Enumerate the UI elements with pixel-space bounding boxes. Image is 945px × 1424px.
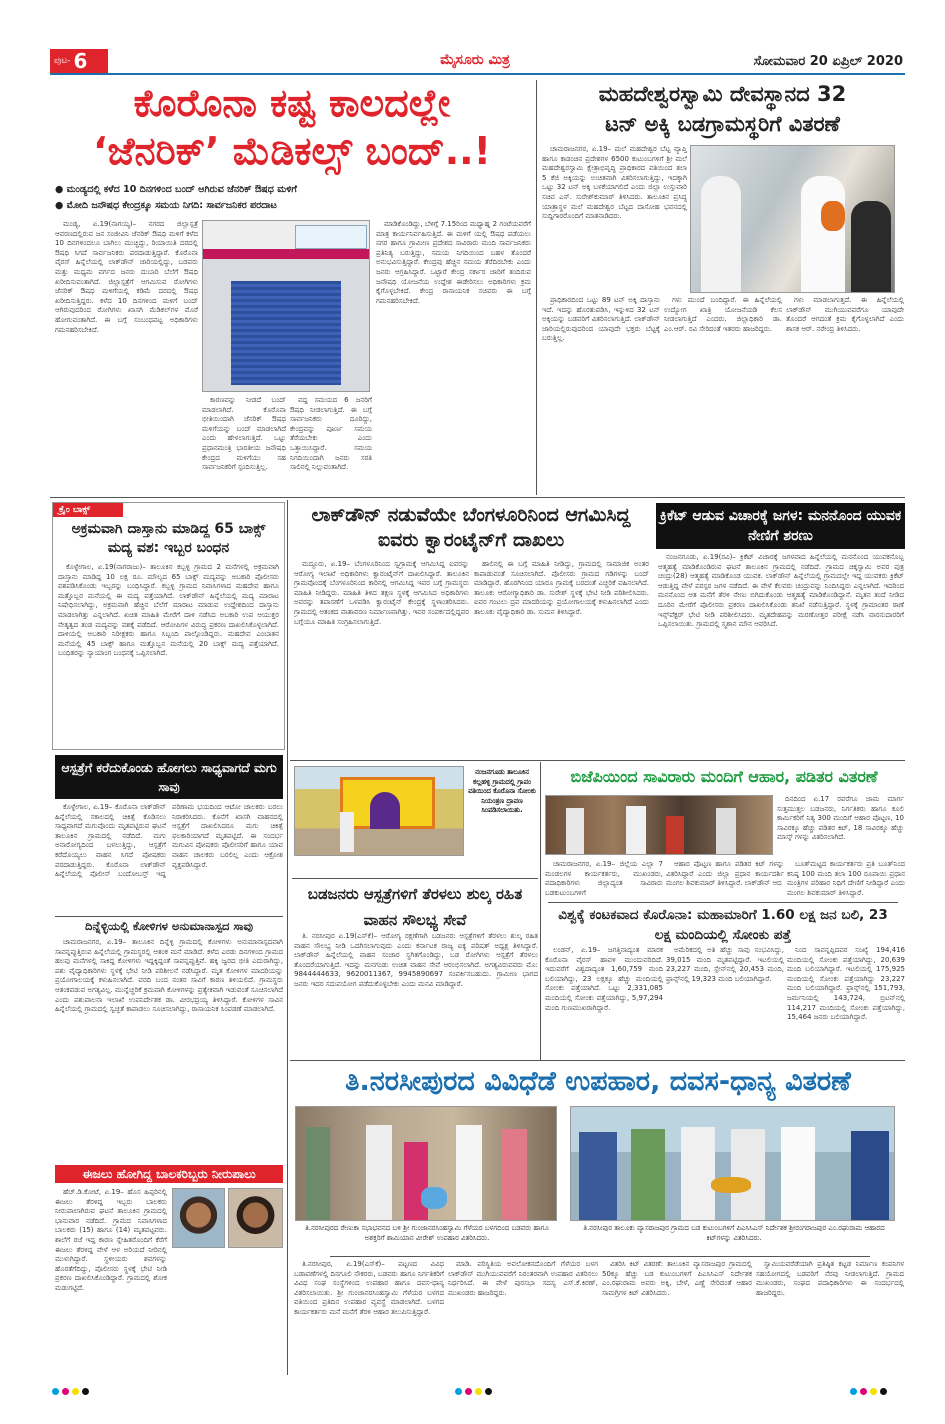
tnarasipura-col-2: [448, 1260, 598, 1374]
registration-marks-center: [455, 1380, 495, 1399]
temple-col-1: [542, 145, 687, 290]
paragraph: ಮದ್ದೂರು, ಏ.19– ಬೆಂಗಳೂರಿನಿಂದ ಸ್ವಗ್ರಾಮಕ್ಕೆ ಆಗಮಿಸಿದ್ದ ಐವರನ್ನು ಆರೋಗ್ಯ ಇಲಾಖೆ ಅಧಿಕಾರಿಗಳು ಕ್ವಾರಂಟೈನ್‌ಗೆ ದಾಖಲಿಸಿದ್ದಾರೆ. ತಾಲೂಕಿನ ಗ್ರಾಮವೊಂದಕ್ಕೆ ಬೆಂಗಳೂರಿನಿಂದ ಕಾರಿನಲ್ಲಿ ಆಗಮಿಸಿದ್ದ ಇವರ ಬಗ್ಗೆ ಗ್ರಾಮಸ್ಥರು ಮಾಹಿತಿ ನೀಡಿದ್ದರು. ಮಾಹಿತಿ ತಿಳಿದ ತಕ್ಷಣ ಸ್ಥಳಕ್ಕೆ ಆಗಮಿಸಿದ ಅಧಿಕಾರಿಗಳು ಅವರನ್ನು ತಪಾಸಣೆಗೆ ಒಳಪಡಿಸಿ ಕ್ವಾರಂಟೈನ್ ಕೇಂದ್ರಕ್ಕೆ ಸ್ಥಳಾಂತರಿಸಿದರು. ಗ್ರಾಮದಲ್ಲಿ ಆತಂಕದ ವಾತಾವರಣ ನಿರ್ಮಾಣವಾಗಿತ್ತು. ಇವರ ಸಂಪರ್ಕದಲ್ಲಿದ್ದವರ ಬಗ್ಗೆಯೂ ಮಾಹಿತಿ ಸಂಗ್ರಹಿಸಲಾಗುತ್ತಿದೆ.: [294, 560, 469, 626]
page-number-badge: [50, 49, 108, 73]
crime-body: [53, 561, 284, 739]
lead-col-2: [202, 396, 286, 492]
shutter: [231, 281, 341, 385]
masthead-name: ಮೈಸೂರು ಮಿತ್ರ: [440, 52, 510, 68]
divider: [540, 762, 541, 1060]
paragraph: ಚಾಮರಾಜನಗರ, ಏ.19– ಜಿಲ್ಲೆಯ ಎಲ್ಲಾ 7 ಮಂಡಲಗಳ ಕಾರ್ಯಕರ್ತರು, ಮುಖಂಡರು, ಪದಾಧಿಕಾರಿಗಳು ಜಿಲ್ಲಾದ್ಯಂತ ಸಾವಿರಾರು ಬಡಕುಟುಂಬಗಳಿಗೆ: [545, 860, 663, 897]
temple-col-4: [786, 296, 904, 492]
bullet-text: ಮಂಡ್ಯದಲ್ಲಿ ಕಳೆದ 10 ದಿನಗಳಿಂದ ಬಂದ್ ಆಗಿರುವ ಜೆನರಿಕ್ ಔಷಧ ಮಳಿಗೆ: [66, 184, 297, 195]
lead-bullet-2: ● ಮೋದಿ ಜನೌಷಧ ಕೇಂದ್ರಕ್ಕೂ ಸಮಯ ನಿಗದಿ: ಸಾರ್ವಜನಿಕರ ಪರದಾಟ: [55, 200, 277, 211]
tnarasipura-headline: ತಿ.ನರಸೀಪುರದ ವಿವಿಧೆಡೆ ಉಪಹಾರ, ದವಸ-ಧಾನ್ಯ ವಿತರಣೆ: [345, 1066, 851, 1097]
tnarasipura-col-3: [602, 1260, 752, 1374]
food-kit-distribution-photo: [570, 1106, 895, 1221]
paragraph: ಕೊಳ್ಳೇಗಾಲ, ಏ.19(ನಾಗರಾಜು)– ತಾಲೂಕಿನ ಕಬ್ಬಳ್ಳಿ ಗ್ರಾಮದ 2 ಮನೆಗಳಲ್ಲಿ ಅಕ್ರಮವಾಗಿ ದಾಸ್ತಾನು ಮಾಡಿದ್ದ 10 ಲಕ್ಷ ರೂ. ಮೌಲ್ಯದ 65 ಬಾಕ್ಸ್ ಮದ್ಯವನ್ನು ಅಬಕಾರಿ ಪೊಲೀಸರು ವಶಪಡಿಸಿಕೊಂಡು ಇಬ್ಬರನ್ನು ಬಂಧಿಸಿದ್ದಾರೆ. ಕಬ್ಬಳ್ಳಿ ಗ್ರಾಮದ ನಿವಾಸಿಗಳಾದ ಮಹದೇವ ಹಾಗೂ ಮತ್ತೊಬ್ಬರ ಮನೆಯಲ್ಲಿ ಈ ಮದ್ಯ ಪತ್ತೆಯಾಗಿದೆ. ಲಾಕ್‌ಡೌನ್ ಹಿನ್ನೆಲೆಯಲ್ಲಿ ಮದ್ಯ ಮಾರಾಟ ನಿಷೇಧಿಸಲಾಗಿದ್ದು, ಅಕ್ರಮವಾಗಿ ಹೆಚ್ಚಿನ ಬೆಲೆಗೆ ಮಾರಾಟ ಮಾಡುವ ಉದ್ದೇಶದಿಂದ ದಾಸ್ತಾನು ಮಾಡಲಾಗಿತ್ತು ಎನ್ನಲಾಗಿದೆ. ಖಚಿತ ಮಾಹಿತಿ ಮೇರೆಗೆ ದಾಳಿ ನಡೆಸಿದ ಅಬಕಾರಿ ಉಪ ಆಯುಕ್ತರ ನೇತೃತ್ವದ ತಂಡ ಮದ್ಯವನ್ನು ವಶಕ್ಕೆ ಪಡೆದಿದೆ. ಆರೋಪಿಗಳ ವಿರುದ್ಧ ಪ್ರಕರಣ ದಾಖಲಿಸಿಕೊಳ್ಳಲಾಗಿದೆ. ದಾಳಿಯಲ್ಲಿ ಅಬಕಾರಿ ನಿರೀಕ್ಷಕರು ಹಾಗೂ ಸಿಬ್ಬಂದಿ ಪಾಲ್ಗೊಂಡಿದ್ದರು. ಮಹದೇವ ಎಂಬಾತನ ಮನೆಯಲ್ಲಿ 45 ಬಾಕ್ಸ್ ಹಾಗೂ ಮತ್ತೊಬ್ಬನ ಮನೆಯಲ್ಲಿ 20 ಬಾಕ್ಸ್ ಮದ್ಯ ಪತ್ತೆಯಾಗಿದೆ. ಬಂಧಿತರನ್ನು ನ್ಯಾಯಾಂಗ ಬಂಧನಕ್ಕೆ ಒಪ್ಪಿಸಲಾಗಿದೆ.: [58, 563, 279, 658]
paragraph: ಆಹಾರ ಪೊಟ್ಟಣ ಹಾಗೂ ಪಡಿತರ ಕಿಟ್ ಗಳನ್ನು ವಿತರಿಸಿದ್ದಾರೆ ಎಂದು ಜಿಲ್ಲಾ ಪ್ರಧಾನ ಕಾರ್ಯದರ್ಶಿ ಮಂಗಲ ಶಿವಕುಮಾರ್ ತಿಳಿಸಿದ್ದಾರೆ. ಲಾಕ್‌ಡೌನ್ ಆದ: [666, 860, 784, 888]
crime-box: [52, 502, 285, 750]
tnarasipura-col-4: [756, 1260, 904, 1374]
bjp-col-3: [787, 860, 905, 898]
paragraph: ಗಳು ಮುಂದೆ ಬಂದಿದ್ದಾರೆ. ಈ ಹಿನ್ನೆಲೆಯಲ್ಲಿ ಉದ್ಯೋಗ ಖಾತ್ರಿ ಯೋಜನೆಯಡಿ ಕೆಲಸ ನೀಡಲಾಗುತ್ತಿದೆ ಎಂದರು. ಜಿಲ್ಲಾಧಿಕಾರಿ ಡಾ. ಎಂ.ಆರ್. ರವಿ ಸೇರಿದಂತೆ ಇತರರು ಹಾಜರಿದ್ದರು.: [664, 296, 782, 333]
drowning-body-cont: [172, 1252, 283, 1372]
divider: [290, 1060, 905, 1061]
disinfection-caption: ನಂಜನಗೂಡು ತಾಲೂಕಿನ ಕಲ್ಲಹಳ್ಳಿ ಗ್ರಾಮದಲ್ಲಿ ಗ್ರಾಪಂ ವತಿಯಿಂದ ಕೊರೊನಾ ಸೋಂಕು ನಿಯಂತ್ರಣ ದ್ರಾವಣ ಸಿಂಪಡಿಸಲಾಯಿತು.: [468, 768, 536, 814]
temple-col-3: [664, 296, 782, 492]
lead-col-1: [55, 220, 198, 492]
lockdown-headline: ಲಾಕ್‌ಡೌನ್ ನಡುವೆಯೇ ಬೆಂಗಳೂರಿನಿಂದ ಆಗಮಿಸಿದ್ದ ಐವರು ಕ್ವಾರಂಟೈನ್‌ಗೆ ದಾಖಲು: [311, 504, 631, 551]
world-col-2: [666, 946, 784, 1058]
paragraph: ತಿ.ನರಸೀಪುರ, ಏ.19(ಎಸ್‌ಕೆ)– ಪಟ್ಟಣದ ವಿವಿಧ ಬಡಾವಣೆಗಳಲ್ಲಿ ದಿನಗೂಲಿ ನೌಕರರು, ಬಡವರು ಹಾಗೂ ನಿರ್ಗತಿಕರಿಗೆ ವಿವಿಧ ಸಂಘ ಸಂಸ್ಥೆಗಳಿಂದ ಉಪಹಾರ ಹಾಗೂ ದವಸ-ಧಾನ್ಯ ವಿತರಿಸಲಾಯಿತು. ಶ್ರೀ ಗುಂಜಾನರಸಿಂಹಸ್ವಾಮಿ ಗೆಳೆಯರ ಬಳಗದ ವತಿಯಿಂದ ಪ್ರತಿದಿನ ಉಪಹಾರ ವ್ಯವಸ್ಥೆ ಮಾಡಲಾಗಿದೆ. ಬಳಗದ ಕಾರ್ಯಕರ್ತರು ಮನೆ ಮನೆಗೆ ತೆರಳಿ ಆಹಾರ ತಲುಪಿಸುತ್ತಿದ್ದಾರೆ.: [294, 1260, 444, 1316]
paragraph: ಚಾಮರಾಜನಗರ, ಏ.19– ಮಲೆ ಮಹದೇಶ್ವರ ಬೆಟ್ಟ ವ್ಯಾಪ್ತಿ ಹಾಗೂ ಕಾಡಂಚಿನ ಪ್ರದೇಶಗಳ 6500 ಕುಟುಂಬಗಳಿಗೆ ಶ್ರೀ ಮಲೆ ಮಹದೇಶ್ವರಸ್ವಾಮಿ ಕ್ಷೇತ್ರಾಭಿವೃದ್ಧಿ ಪ್ರಾಧಿಕಾರದ ವತಿಯಿಂದ ತಲಾ 5 ಕೆಜಿ ಅಕ್ಕಿಯನ್ನು ಉಚಿತವಾಗಿ ವಿತರಿಸಲಾಗುತ್ತಿದ್ದು, ಇದಕ್ಕಾಗಿ ಒಟ್ಟು 32 ಟನ್ ಅಕ್ಕಿ ಬಳಕೆಯಾಗಲಿದೆ ಎಂದು ಜಿಲ್ಲಾ ಉಸ್ತುವಾರಿ ಸಚಿವ ಎಸ್. ಸುರೇಶ್‌ಕುಮಾರ್ ತಿಳಿಸಿದರು. ತಾಲೂಕಿನ ಪ್ರಸಿದ್ಧ ಯಾತ್ರಾಸ್ಥಳ ಮಲೆ ಮಹದೇಶ್ವರ ಬೆಟ್ಟದ ದಾಸೋಹ ಭವನದಲ್ಲಿ ಸುದ್ದಿಗಾರರೊಂದಿಗೆ ಮಾತನಾಡಿದರು.: [542, 145, 687, 221]
paragraph: ಅಮೆರಿಕದಲ್ಲಿ ಅತಿ ಹೆಚ್ಚು ಸಾವು ಸಂಭವಿಸಿದ್ದು, 39,015 ಮಂದಿ ಮೃತಪಟ್ಟಿದ್ದಾರೆ. ಇಟಲಿಯಲ್ಲಿ 23,227 ಮಂದಿ, ಸ್ಪೇನ್‌ನಲ್ಲಿ 20,453 ಮಂದಿ, ಫ್ರಾನ್ಸ್‌ನಲ್ಲಿ 19,323 ಮಂದಿ ಬಲಿಯಾಗಿದ್ದಾರೆ.: [666, 946, 784, 983]
paragraph: ನಿಂದ ಸಾವನ್ನಪ್ಪಿದವರ ಸಂಖ್ಯೆ 194,416 ಮಂದಿಯಲ್ಲಿ ಸೋಂಕು ಪತ್ತೆಯಾಗಿದ್ದು, 20,639 ಮಂದಿ ಬಲಿಯಾಗಿದ್ದಾರೆ. ಇಟಲಿಯಲ್ಲಿ 175,925 ಮಂದಿಯಲ್ಲಿ ಸೋಂಕು ಪತ್ತೆಯಾಗಿದ್ದು 23,227 ಮಂದಿ ಬಲಿಯಾಗಿದ್ದಾರೆ. ಫ್ರಾನ್ಸ್‌ನಲ್ಲಿ 151,793, ಜರ್ಮನಿಯಲ್ಲಿ 143,724, ಬ್ರಿಟನ್‌ನಲ್ಲಿ 114,217 ಮಂದಿಯಲ್ಲಿ ಸೋಂಕು ಪತ್ತೆಯಾಗಿದ್ದು, 15,464 ಜನರು ಬಲಿಯಾಗಿದ್ದಾರೆ.: [787, 946, 905, 1022]
bjp-col-2: [666, 860, 784, 898]
paragraph: ಪ್ರಾಧಿಕಾರದಿಂದ ಒಟ್ಟು 89 ಟನ್ ಅಕ್ಕಿ ದಾಸ್ತಾನು ಇದೆ. ಇದನ್ನು ಹೊರತುಪಡಿಸಿ, ಇನ್ನುಳಿದ 32 ಟನ್ ಅಕ್ಕಿಯನ್ನು ಬಡವರಿಗೆ ವಿತರಿಸಲಾಗುತ್ತಿದೆ. ಲಾಕ್‌ಡೌನ್ ಜಾರಿಯಲ್ಲಿರುವುದರಿಂದ ಯಾವುದೇ ಭಕ್ತರು ಬೆಟ್ಟಕ್ಕೆ ಬರುತ್ತಿಲ್ಲ.: [542, 296, 660, 343]
generic-medical-shop-photo: [202, 220, 370, 392]
cricket-headline: ಕ್ರಿಕೆಟ್ ಆಡುವ ವಿಚಾರಕ್ಕೆ ಜಗಳ: ಮನನೊಂದ ಯುವಕ ನೇಣಿಗೆ ಶರಣು: [656, 503, 905, 549]
registration-marks-right: [850, 1380, 890, 1399]
lead-col-4: [376, 220, 531, 492]
paragraph: ಲಂಡನ್, ಏ.19– ಜಗತ್ತಿನಾದ್ಯಂತ ಮಾರಕ ಕೊರೊನಾ ವೈರಸ್ ಹಾವಳಿ ಮುಂದುವರಿದಿದೆ. ಇದುವರೆಗೆ ವಿಶ್ವದಾದ್ಯಂತ 1,60,759 ಮಂದಿ ಬಲಿಯಾಗಿದ್ದು, 23 ಲಕ್ಷಕ್ಕೂ ಹೆಚ್ಚು ಮಂದಿಯಲ್ಲಿ ಸೋಂಕು ಪತ್ತೆಯಾಗಿದೆ. ಒಟ್ಟು 2,331,085 ಮಂದಿಯಲ್ಲಿ ಸೋಂಕು ಪತ್ತೆಯಾಗಿದ್ದು, 5,97,294 ಮಂದಿ ಗುಣಮುಖರಾಗಿದ್ದಾರೆ.: [545, 946, 663, 1012]
tnarasipura-col-1: [294, 1260, 444, 1374]
paragraph: ದಿನದಿಂದ ಏ.17 ರವರೆಗೂ ಜಾಮ ಮಾರ್ಗ ಸುತ್ತಮುತ್ತಲ ಬಡಜನರು, ನಿರ್ಗತಿಕರು ಹಾಗೂ ಕೂಲಿ ಕಾರ್ಮಿಕರಿಗೆ ನಿತ್ಯ 300 ಮಂದಿಗೆ ಆಹಾರ ಪೊಟ್ಟಣ, 10 ಸಾವಿರಕ್ಕೂ ಹೆಚ್ಚು ಪಡಿತರ ಕಿಟ್, 18 ಸಾವಿರಕ್ಕೂ ಹೆಚ್ಚು ಮಾಸ್ಕ್ ಗಳನ್ನು ವಿತರಿಸಲಾಗಿದೆ.: [777, 795, 904, 842]
drowning-body: [55, 1188, 167, 1373]
photo-caption-2: ತಿ.ನರಸೀಪುರ ತಾಲೂಕು ವ್ಯಾಸರಾಜಪುರ ಗ್ರಾಮದ ಬಡ ಕುಟುಂಬಗಳಿಗೆ ಪಿಎಸಿಸಿಎಸ್ ನಿರ್ದೇಶಕ ಶ್ರೀರಂಗರಾಜಪುರ ಎಂ.ರಘುರಾಮ ಆಹಾರದ ಕಿಟ್‌ಗಳನ್ನು ವಿತರಿಸಿದರು.: [583, 1224, 885, 1242]
chicken-body: [55, 938, 283, 1163]
disinfection-photo: [294, 766, 464, 856]
crime-headline: ಅಕ್ರಮವಾಗಿ ದಾಸ್ತಾನು ಮಾಡಿದ್ದ 65 ಬಾಕ್ಸ್ ಮದ್ಯ ವಶ: ಇಬ್ಬರ ಬಂಧನ: [71, 521, 266, 556]
bullet-text: ಮೋದಿ ಜನೌಷಧ ಕೇಂದ್ರಕ್ಕೂ ಸಮಯ ನಿಗದಿ: ಸಾರ್ವಜನಿಕರ ಪರದಾಟ: [66, 200, 277, 211]
divider: [536, 80, 537, 495]
world-headline: ವಿಶ್ವಕ್ಕೆ ಕಂಟಕವಾದ ಕೊರೊನಾ: ಮಹಾಮಾರಿಗೆ 1.60 ಲಕ್ಷ ಜನ ಬಲಿ, 23 ಲಕ್ಷ ಮಂದಿಯಲ್ಲಿ ಸೋಂಕು ಪತ್ತೆ: [548, 902, 898, 945]
paragraph: ಹೆಚ್.ಡಿ.ಕೋಟೆ, ಏ.19– ಹೊಸ ಹಿಪ್ಪರಿನಲ್ಲಿ ಈಜಲು ತೆರಳಿದ್ದ ಇಬ್ಬರು ಬಾಲಕರು ನೀರುಪಾಲಾಗಿರುವ ಘಟನೆ ತಾಲೂಕಿನ ಗ್ರಾಮದಲ್ಲಿ ಭಾನುವಾರ ನಡೆದಿದೆ. ಗ್ರಾಮದ ನಿವಾಸಿಗಳಾದ ಬಾಲಕರು (15) ಹಾಗೂ (14) ಮೃತಪಟ್ಟವರು. ಶಾಲೆಗೆ ರಜೆ ಇದ್ದ ಕಾರಣ ಸ್ನೇಹಿತರೊಂದಿಗೆ ಕೆರೆಗೆ ಈಜಲು ತೆರಳಿದ್ದ ವೇಳೆ ಆಳ ಅರಿಯದೆ ನೀರಿನಲ್ಲಿ ಮುಳುಗಿದ್ದಾರೆ. ಸ್ಥಳೀಯರು ಶವಗಳನ್ನು ಹೊರತೆಗೆದಿದ್ದು, ಪೊಲೀಸರು ಸ್ಥಳಕ್ಕೆ ಭೇಟಿ ನೀಡಿ ಪ್ರಕರಣ ದಾಖಲಿಸಿಕೊಂಡಿದ್ದಾರೆ. ಗ್ರಾಮದಲ್ಲಿ ಶೋಕ ಮಡುಗಟ್ಟಿದೆ.: [55, 1188, 167, 1292]
divider: [290, 760, 905, 761]
temple-col-2: [542, 296, 660, 492]
paragraph: ಬೂತ್‌ಮಟ್ಟದ ಕಾರ್ಯಕರ್ತರು ಪ್ರತಿ ಬೂತ್‌ನಿಂದ ಕನಿಷ್ಠ 100 ಮಂದಿ ತಲಾ 100 ರೂಪಾಯಿ ಪ್ರಧಾನ ಮಂತ್ರಿಗಳ ಪರಿಹಾರ ನಿಧಿಗೆ ದೇಣಿಗೆ ನೀಡಿದ್ದಾರೆ ಎಂದು ಮಂಗಲ ಶಿವಕುಮಾರ್ ತಿಳಿಸಿದ್ದಾರೆ.: [787, 860, 905, 897]
bjp-distribution-photo: [545, 795, 773, 855]
registration-marks-left: [52, 1380, 92, 1399]
divider: [50, 497, 905, 498]
lockdown-col-1: [294, 560, 469, 758]
chicken-headline: ದಿನ್ನೆಳ್ಳಿಯಲ್ಲಿ ಕೋಳಿಗಳ ಅನುಮಾನಾಸ್ಪದ ಸಾವು: [55, 916, 283, 934]
paragraph: ನಂಜನಗೂಡು, ಏ.19(ರವಿ)– ಕ್ರಿಕೆಟ್ ವಿಚಾರಕ್ಕೆ ಜಗಳವಾದ ಹಿನ್ನೆಲೆಯಲ್ಲಿ ಮನನೊಂದ ಯುವಕನೊಬ್ಬ ಆತ್ಮಹತ್ಯೆ ಮಾಡಿಕೊಂಡಿರುವ ಘಟನೆ ತಾಲೂಕಿನ ಗ್ರಾಮದಲ್ಲಿ ನಡೆದಿದೆ. ಗ್ರಾಮದ ಚಿಕ್ಕಸ್ವಾಮಿ ಅವರ ಪುತ್ರ ಚಂದ್ರು(28) ಆತ್ಮಹತ್ಯೆ ಮಾಡಿಕೊಂಡ ಯುವಕ. ಲಾಕ್‌ಡೌನ್ ಹಿನ್ನೆಲೆಯಲ್ಲಿ ಗ್ರಾಮದಲ್ಲೇ ಇದ್ದ ಯುವಕರು ಕ್ರಿಕೆಟ್ ಆಡುತ್ತಿದ್ದ ವೇಳೆ ಪರಸ್ಪರ ಜಗಳ ನಡೆದಿದೆ. ಈ ವೇಳೆ ಕೆಲವರು ಚಂದ್ರುವನ್ನು ನಿಂದಿಸಿದ್ದರು ಎನ್ನಲಾಗಿದೆ. ಇದರಿಂದ ಮನನೊಂದ ಆತ ಮನೆಗೆ ತೆರಳಿ ನೇಣು ಬಿಗಿದುಕೊಂಡು ಆತ್ಮಹತ್ಯೆ ಮಾಡಿಕೊಂಡಿದ್ದಾನೆ. ಮೃತನ ತಂದೆ ನೀಡಿದ ದೂರಿನ ಮೇರೆಗೆ ಪೊಲೀಸರು ಪ್ರಕರಣ ದಾಖಲಿಸಿಕೊಂಡು ತನಿಖೆ ನಡೆಸುತ್ತಿದ್ದಾರೆ. ಸ್ಥಳಕ್ಕೆ ಗ್ರಾಮಾಂತರ ಠಾಣೆ ಇನ್ಸ್‌ಪೆಕ್ಟರ್ ಭೇಟಿ ನೀಡಿ ಪರಿಶೀಲಿಸಿದರು. ಮೃತದೇಹವನ್ನು ಮರಣೋತ್ತರ ಪರೀಕ್ಷೆ ನಡೆಸಿ ವಾರಸುದಾರರಿಗೆ ಒಪ್ಪಿಸಲಾಯಿತು. ಗ್ರಾಮದಲ್ಲಿ ಸ್ಮಶಾನ ಮೌನ ಆವರಿಸಿದೆ.: [658, 553, 904, 629]
paragraph: ತಿ. ನರಸೀಪುರ ಏ.19(ಎಸ್‌ಕೆ)– ಆರೋಗ್ಯ ರಕ್ಷಣೆಗಾಗಿ ಬಡಜನರು ಆಸ್ಪತ್ರೆಗಳಿಗೆ ತೆರಳಲು ಶುಲ್ಕ ರಹಿತ ವಾಹನ ಸೌಲಭ್ಯ ನೀಡಿ ಒದಗಿಸಲಾಗುವುದು ಎಂದು ಕರ್ನಾಟಕ ರಾಜ್ಯ ಐಕ್ಯ ಪರಿಷತ್ ಅಧ್ಯಕ್ಷ ತಿಳಿಸಿದ್ದಾರೆ. ಲಾಕ್‌ಡೌನ್ ಹಿನ್ನೆಲೆಯಲ್ಲಿ ವಾಹನ ಸಂಚಾರ ಸ್ಥಗಿತಗೊಂಡಿದ್ದು, ಬಡ ರೋಗಿಗಳು ಆಸ್ಪತ್ರೆಗೆ ತೆರಳಲು ತೊಂದರೆಯಾಗುತ್ತಿದೆ. ಇದನ್ನು ಮನಗಂಡು ಉಚಿತ ವಾಹನ ಸೇವೆ ಆರಂಭಿಸಲಾಗಿದೆ. ಅಗತ್ಯವಿರುವವರು ಮೊ: 9844444633, 9620011367, 9945890697 ಸಂಪರ್ಕಿಸಬಹುದು. ಗ್ರಾಮೀಣ ಭಾಗದ ಜನರು ಇದರ ಸದುಪಯೋಗ ಪಡೆದುಕೊಳ್ಳಬೇಕು ಎಂದು ಮನವಿ ಮಾಡಿದ್ದಾರೆ.: [294, 932, 538, 988]
vehicle-body: [294, 932, 538, 1057]
photo-caption-1: ತಿ.ನರಸೀಪುರದ ರೇಣುಕಾ ಸಭಾಭವನದ ಬಳಿ ಶ್ರೀ ಗುಂಜಾನರಸಿಂಹಸ್ವಾಮಿ ಗೆಳೆಯರ ಬಳಗದಿಂದ ಬಡವರು ಹಾಗೂ ಅಶಕ್ತರಿಗೆ ಶಾಮಿಯಾನ ವೀರೇಶ್ ಉಪಹಾರ ವಿತರಿಸಿದರು.: [305, 1224, 549, 1242]
lead-col-3: [290, 396, 372, 492]
lead-headline-1: ಕೊರೊನಾ ಕಷ್ಟ ಕಾಲದಲ್ಲೇ: [133, 81, 451, 125]
divider: [287, 500, 288, 1375]
bjp-col-1: [545, 860, 663, 898]
paragraph: ಚಾಮರಾಜನಗರ, ಏ.19– ತಾಲೂಕಿನ ದಿನ್ನೆಳ್ಳಿ ಗ್ರಾಮದಲ್ಲಿ ಕೋಳಿಗಳು ಅನುಮಾನಾಸ್ಪದವಾಗಿ ಸಾವನ್ನಪ್ಪುತ್ತಿರುವ ಹಿನ್ನೆಲೆಯಲ್ಲಿ ಗ್ರಾಮಸ್ಥರಲ್ಲಿ ಆತಂಕ ಮನೆ ಮಾಡಿದೆ. ಕಳೆದ ಎರಡು ದಿನಗಳಿಂದ ಗ್ರಾಮದ ಹಲವು ಮನೆಗಳಲ್ಲಿ ಸಾಕಿದ್ದ ಕೋಳಿಗಳು ಇದ್ದಕ್ಕಿದ್ದಂತೆ ಸಾವನ್ನಪ್ಪುತ್ತಿವೆ. ಹಕ್ಕಿ ಜ್ವರದ ಭೀತಿ ಎದುರಾಗಿದ್ದು, ಪಶು ವೈದ್ಯಾಧಿಕಾರಿಗಳು ಸ್ಥಳಕ್ಕೆ ಭೇಟಿ ನೀಡಿ ಪರಿಶೀಲನೆ ನಡೆಸಿದ್ದಾರೆ. ಮೃತ ಕೋಳಿಗಳ ಮಾದರಿಯನ್ನು ಪ್ರಯೋಗಾಲಯಕ್ಕೆ ಕಳುಹಿಸಲಾಗಿದೆ. ವರದಿ ಬಂದ ನಂತರ ಸಾವಿಗೆ ಕಾರಣ ತಿಳಿಯಲಿದೆ. ಗ್ರಾಮಸ್ಥರು ಆತಂಕಪಡುವ ಅಗತ್ಯವಿಲ್ಲ. ಮುನ್ನೆಚ್ಚರಿಕೆ ಕ್ರಮವಾಗಿ ಕೋಳಿಗಳನ್ನು ಪ್ರತ್ಯೇಕವಾಗಿ ಇಡುವಂತೆ ಸೂಚಿಸಲಾಗಿದೆ ಎಂದು ಪಶುಪಾಲನಾ ಇಲಾಖೆ ಉಪನಿರ್ದೇಶಕ ಡಾ. ವೀರಭದ್ರಯ್ಯ ತಿಳಿಸಿದ್ದಾರೆ. ಕೋಳಿಗಳ ಸಾವಿನ ಹಿನ್ನೆಲೆಯಲ್ಲಿ ಗ್ರಾಮದಲ್ಲಿ ಸ್ವಚ್ಛತೆ ಕಾಪಾಡಲು ಸೂಚಿಸಲಾಗಿದ್ದು, ರಾಸಾಯನಿಕ ಸಿಂಪಡಣೆ ಮಾಡಲಾಗಿದೆ.: [55, 938, 283, 1014]
cricket-body: [658, 553, 904, 758]
paragraph: ಕೊಳ್ಳೇಗಾಲ, ಏ.19– ಕೊರೊನಾ ಲಾಕ್‌ಡೌನ್ ಹಿನ್ನೆಲೆಯಲ್ಲಿ ಸಕಾಲದಲ್ಲಿ ಚಿಕಿತ್ಸೆ ಕೊಡಿಸಲು ಸಾಧ್ಯವಾಗದೆ ಮಗುವೊಂದು ಮೃತಪಟ್ಟಿರುವ ಘಟನೆ ತಾಲೂಕಿನ ಗ್ರಾಮದಲ್ಲಿ ನಡೆದಿದೆ. ಮಗು ಅನಾರೋಗ್ಯದಿಂದ ಬಳಲುತ್ತಿದ್ದು, ಆಸ್ಪತ್ರೆಗೆ ಕರೆದೊಯ್ಯಲು ವಾಹನ ಸಿಗದೆ ಪೋಷಕರು ಪರದಾಡುತ್ತಿದ್ದರು. ಕೊರೊನಾ ಲಾಕ್‌ಡೌನ್ ಹಿನ್ನೆಲೆಯಲ್ಲಿ ಪೊಲೀಸ್ ಬಂದೋಬಸ್ತ್ ಇದ್ದ ಪರಿಣಾಮ ಭಯದಿಂದ ಆಟೋ ಚಾಲಕರು ಬರಲು ನಿರಾಕರಿಸಿದರು. ಕೊನೆಗೆ ಖಾಸಗಿ ವಾಹನದಲ್ಲಿ ಆಸ್ಪತ್ರೆಗೆ ದಾಖಲಿಸಿದರೂ ಮಗು ಚಿಕಿತ್ಸೆ ಫಲಕಾರಿಯಾಗದೆ ಮೃತಪಟ್ಟಿದೆ. ಈ ಸಂದರ್ಭ ಮಗುವಿನ ಪೋಷಕರು ಪೊಲೀಸರಿಗೆ ಹಾಗೂ ಯಾವ ವಾಹನ ಚಾಲಕರು ಬರಲಿಲ್ಲ ಎಂದು ಆಕ್ರೋಶ ವ್ಯಕ್ತಪಡಿಸಿದ್ದಾರೆ.: [55, 803, 283, 879]
issue-date: ಸೋಮವಾರ 20 ಏಪ್ರಿಲ್ 2020: [753, 54, 903, 69]
world-col-3: [787, 946, 905, 1058]
rice-distribution-photo: [690, 145, 895, 293]
lockdown-col-2: [474, 560, 649, 758]
temple-headline-1: ಮಹದೇಶ್ವರಸ್ವಾಮಿ ದೇವಸ್ಥಾನದ 32: [598, 82, 847, 106]
paragraph: ಕಾರಣವನ್ನು ನೀಡದೆ ಬಂದ್ ಮಾಡಲಾಗಿದೆ. ಕೊರೊನಾ ಭೀತಿಯಿಂದಾಗಿ ಜೆನರಿಕ್ ಔಷಧ ಮಳಿಗೆಯನ್ನು ಬಂದ್ ಮಾಡಲಾಗಿದೆ ಎಂದು ಹೇಳಲಾಗುತ್ತಿದೆ. ಒಟ್ಟು ಪ್ರಧಾನಮಂತ್ರಿ ಭಾರತೀಯ ಜನೌಷಧಿ ಕೇಂದ್ರದ ಮಳಿಗೆಯು ಸಹ ಸಾರ್ವಜನಿಕರಿಗೆ ಸ್ಪಂದಿಸುತ್ತಿಲ್ಲ.: [202, 396, 286, 472]
lead-headline-2: ‘ಜೆನರಿಕ್’ ಮೆಡಿಕಲ್ಸ್ ಬಂದ್..!: [93, 129, 491, 173]
paragraph: ಸ್ವಾಮಿಯವರೆಡೆಯಾಗಿ ಪ್ರತಿಷ್ಠಿತ ಕಟ್ಟಡ ನಿರ್ಮಾಣ ಕಂಪನಿಗಳ ಸಹಯೋಗದಲ್ಲಿ ಬಡವರಿಗೆ ನೆರವು ನೀಡಲಾಗುತ್ತಿದೆ. ಗ್ರಾಮದ ಮುಖಂಡರು, ಸಂಘದ ಪದಾಧಿಕಾರಿಗಳು ಈ ಸಂದರ್ಭದಲ್ಲಿ ಹಾಜರಿದ್ದರು.: [756, 1260, 904, 1297]
header-rule: [50, 73, 905, 75]
paragraph: ಮಾಡಿಕೊಂಡಿದ್ದು, ಬೆಳಿಗ್ಗೆ 7.15ರಿಂದ ಮಧ್ಯಾಹ್ನ 2 ಗಂಟೆಯವರೆಗೆ ಮಾತ್ರ ಕಾರ್ಯನಿರ್ವಹಿಸುತ್ತಿದೆ. ಈ ಮಳಿಗೆ ಯಲ್ಲಿ ಔಷಧ ಪಡೆಯಲು ನಗರ ಹಾಗೂ ಗ್ರಾಮೀಣ ಪ್ರದೇಶದ ಸಾವಿರಾರು ಮಂದಿ ಸಾರ್ವಜನಿಕರು ಪ್ರತಿನಿತ್ಯ ಬರುತ್ತಿದ್ದು, ಸಮಯ ನಿಗದಿಯಿಂದ ಬಹಳ ತೊಂದರೆ ಅನುಭವಿಸುತ್ತಿದ್ದಾರೆ. ಕೇಂದ್ರವು ಹೆಚ್ಚಿನ ಸಮಯ ತೆರೆದಿರಬೇಕು ಎಂದು ಜನರು ಆಗ್ರಹಿಸಿದ್ದಾರೆ. ಒಟ್ಟಾರೆ ಕೇಂದ್ರ ಸರ್ಕಾರ ಜಾರಿಗೆ ತಂದಿರುವ ಜನೌಷಧಿ ಯೋಜನೆಯ ಉದ್ದೇಶ ಈಡೇರಿಸಲು ಅಧಿಕಾರಿಗಳು ಕ್ರಮ ಕೈಗೊಳ್ಳಬೇಕಿದೆ. ಕೇಂದ್ರ ರಾಸಾಯನಿಕ ಸಚಿವರು ಈ ಬಗ್ಗೆ ಗಮನಹರಿಸಬೇಕಿದೆ.: [376, 220, 531, 305]
drowning-headline: ಈಜಲು ಹೋಗಿದ್ದ ಬಾಲಕರಿಬ್ಬರು ನೀರುಪಾಲು: [55, 1165, 283, 1183]
page-number: 6: [73, 49, 88, 73]
world-col-1: [545, 946, 663, 1058]
paragraph: ಗಳು ಮಾಡಲಾಗುತ್ತದೆ. ಈ ಹಿನ್ನೆಲೆಯಲ್ಲಿ ಲಾಕ್‌ಡೌನ್ ಮುಗಿಯುವವರೆಗೂ ಯಾವುದೇ ತೊಂದರೆ ಆಗದಂತೆ ಕ್ರಮ ಕೈಗೊಳ್ಳಲಾಗಿದೆ ಎಂದು ಶಾಸಕ ಆರ್. ನರೇಂದ್ರ ತಿಳಿಸಿದರು.: [786, 296, 904, 333]
bjp-headline: ಬಿಜೆಪಿಯಿಂದ ಸಾವಿರಾರು ಮಂದಿಗೆ ಆಹಾರ, ಪಡಿತರ ವಿತರಣೆ: [570, 767, 878, 786]
paragraph: ಹಾಲಿನಲ್ಲಿ ಈ ಬಗ್ಗೆ ಮಾಹಿತಿ ನೀಡಿದ್ದು, ಗ್ರಾಮದಲ್ಲಿ ಸಾಮಾಜಿಕ ಅಂತರ ಕಾಪಾಡುವಂತೆ ಸೂಚಿಸಲಾಗಿದೆ. ಪೊಲೀಸರು ಗ್ರಾಮದ ಗಡಿಗಳನ್ನು ಬಂದ್ ಮಾಡಿದ್ದಾರೆ. ಹೊರಗಿನಿಂದ ಯಾರೂ ಗ್ರಾಮಕ್ಕೆ ಬರದಂತೆ ಎಚ್ಚರಿಕೆ ವಹಿಸಲಾಗಿದೆ. ತಾಲೂಕು ಆರೋಗ್ಯಾಧಿಕಾರಿ ಡಾ. ಸುರೇಶ್ ಸ್ಥಳಕ್ಕೆ ಭೇಟಿ ನೀಡಿ ಪರಿಶೀಲಿಸಿದರು. ಐವರ ಗಂಟಲು ದ್ರವ ಮಾದರಿಯನ್ನು ಪ್ರಯೋಗಾಲಯಕ್ಕೆ ಕಳುಹಿಸಲಾಗಿದೆ ಎಂದು ತಾಲೂಕು ವೈದ್ಯಾಧಿಕಾರಿ ಡಾ. ಸುಮನ ತಿಳಿಸಿದ್ದಾರೆ.: [474, 560, 649, 616]
hospital-headline: ಆಸ್ಪತ್ರೆಗೆ ಕರೆದುಕೊಂಡು ಹೋಗಲು ಸಾಧ್ಯವಾಗದೆ ಮಗು ಸಾವು: [55, 755, 283, 799]
paragraph: ವದ್ದ ಸಮಯದ 6 ಜನರಿಗೆ ಔಷಧಿ ನೀಡಲಾಗುತ್ತಿದೆ. ಈ ಬಗ್ಗೆ ಸಾರ್ವಜನಿಕರು ದೂರಿದ್ದು, ಕೇಂದ್ರವನ್ನು ಪೂರ್ಣ ಸಮಯ ತೆರೆಯಬೇಕು ಎಂದು ಒತ್ತಾಯಿಸಿದ್ದಾರೆ. ಸಮಯ ನಿಗದಿಯಿಂದಾಗಿ ಜನರು ಸರತಿ ಸಾಲಿನಲ್ಲಿ ನಿಲ್ಲುವಂತಾಗಿದೆ.: [290, 396, 372, 472]
page-prefix: ಪುಟ-: [54, 56, 71, 66]
boy-photo-2: [228, 1188, 283, 1248]
divider: [330, 1256, 870, 1257]
breakfast-distribution-photo: [295, 1106, 557, 1221]
paragraph: ಮಾಡಿ. ಪರಿಸ್ಥಿತಿಯ ಅವಲೋಕನದೊಂದಿಗೆ ಗೆಳೆಯರ ಬಳಗ ಲಾಕ್‌ಡೌನ್ ಮುಗಿಯುವವರೆಗೆ ನಿರಂತರವಾಗಿ ಉಪಹಾರ ವಿತರಿಸಲು ನಿರ್ಧರಿಸಿದೆ. ಈ ವೇಳೆ ಪುರಸಭಾ ಸದಸ್ಯ ಎಸ್.ಕೆ.ಕಿರಣ್, ಮುಖಂಡರು ಹಾಜರಿದ್ದರು.: [448, 1260, 598, 1297]
hospital-body: [55, 803, 283, 913]
crime-box-label: ಕ್ರೈಂ ಬಾಕ್ಸ್: [53, 503, 123, 517]
lead-bullet-1: ● ಮಂಡ್ಯದಲ್ಲಿ ಕಳೆದ 10 ದಿನಗಳಿಂದ ಬಂದ್ ಆಗಿರುವ ಜೆನರಿಕ್ ಔಷಧ ಮಳಿಗೆ: [55, 184, 297, 195]
vehicle-headline: ಬಡಜನರು ಆಸ್ಪತ್ರೆಗಳಿಗೆ ತೆರಳಲು ಶುಲ್ಕ ರಹಿತ ವಾಹನ ಸೌಲಭ್ಯ ಸೇವೆ: [292, 878, 538, 933]
paragraph: ವಿತರಿಸಿ ಕಿಟ್ ವಿತರಣೆ: ತಾಲೂಕಿನ ವ್ಯಾಸರಾಜಪುರ ಗ್ರಾಮದಲ್ಲಿ 50ಕ್ಕೂ ಹೆಚ್ಚು ಬಡ ಕುಟುಂಬಗಳಿಗೆ ಪಿಎಸಿಸಿಎಸ್ ನಿರ್ದೇಶಕ ಎಂ.ರಘುರಾಮ ಅವರು ಅಕ್ಕಿ, ಬೇಳೆ, ಎಣ್ಣೆ ಸೇರಿದಂತೆ ಆಹಾರ ಸಾಮಗ್ರಿಗಳ ಕಿಟ್ ವಿತರಿಸಿದರು.: [602, 1260, 752, 1297]
temple-headline-2: ಟನ್ ಅಕ್ಕಿ ಬಡಗ್ರಾಮಸ್ಥರಿಗೆ ವಿತರಣೆ: [605, 112, 840, 136]
boy-photo-1: [172, 1188, 225, 1248]
bjp-side: [777, 795, 904, 857]
paragraph: ಮಂಡ್ಯ, ಏ.19(ನಾಗಯ್ಯ)– ನಗರದ ಜಿಲ್ಲಾಸ್ಪತ್ರೆ ಆವರಣದಲ್ಲಿರುವ ಜನ ಸಂಜೀವಿನಿ ಜೆನರಿಕ್ ಔಷಧಿ ಮಳಿಗೆ ಕಳೆದ 10 ದಿನಗಳಿಂದಲೂ ಬಾಗಿಲು ಮುಚ್ಚಿದ್ದು, ರಿಯಾಯಿತಿ ದರದಲ್ಲಿ ಔಷಧಿ ಸಿಗದೆ ಸಾರ್ವಜನಿಕರು ಪರದಾಡುತ್ತಿದ್ದಾರೆ. ಕೊರೊನಾ ವೈರಸ್ ಹಿನ್ನೆಲೆಯಲ್ಲಿ ಲಾಕ್‌ಡೌನ್ ಜಾರಿಯಲ್ಲಿದ್ದು, ಬಡವರು ಮತ್ತು ಮಧ್ಯಮ ವರ್ಗದ ಜನರು ದುಬಾರಿ ಬೆಲೆಗೆ ಔಷಧಿ ಖರೀದಿಸುವಂತಾಗಿದೆ. ಜಿಲ್ಲಾಸ್ಪತ್ರೆಗೆ ಆಗಮಿಸುವ ರೋಗಿಗಳು ಜೆನರಿಕ್ ಔಷಧ ಮಳಿಗೆಯಲ್ಲಿ ಕಡಿಮೆ ದರದಲ್ಲಿ ಔಷಧ ಖರೀದಿಸುತ್ತಿದ್ದರು. ಕಳೆದ 10 ದಿನಗಳಿಂದ ಮಳಿಗೆ ಬಂದ್ ಆಗಿರುವುದರಿಂದ ರೋಗಿಗಳು ಖಾಸಗಿ ಮೆಡಿಕಲ್‌ಗಳ ಮೊರೆ ಹೋಗುವಂತಾಗಿದೆ. ಈ ಬಗ್ಗೆ ಸಂಬಂಧಪಟ್ಟ ಅಧಿಕಾರಿಗಳು ಗಮನಹರಿಸಬೇಕಿದೆ.: [55, 220, 198, 334]
